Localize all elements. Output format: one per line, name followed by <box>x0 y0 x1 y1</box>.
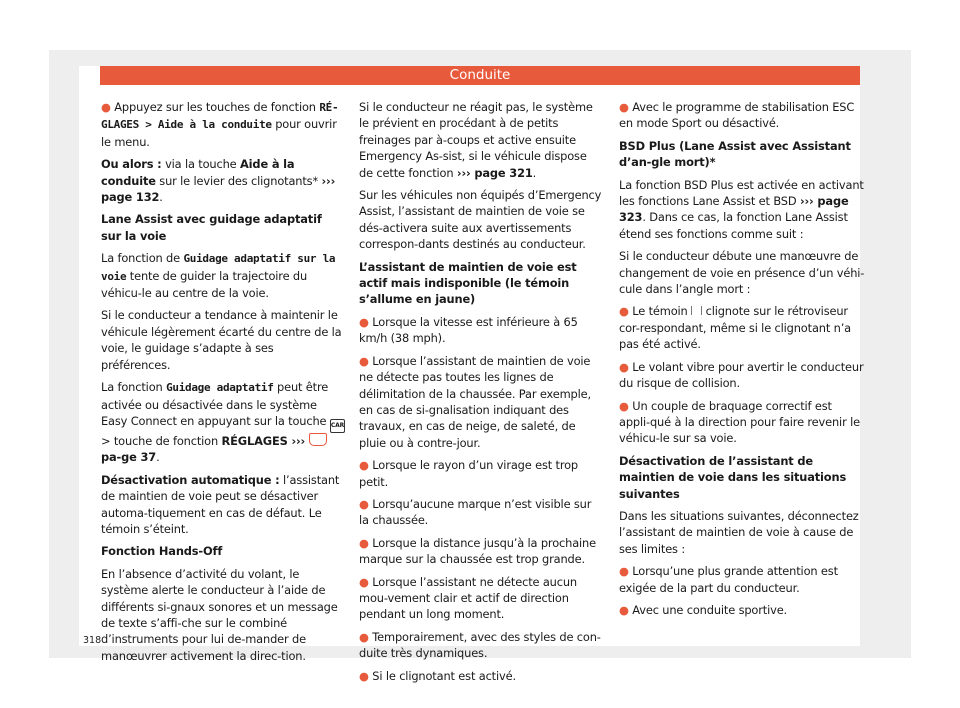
paragraph: Dans les situations suivantes, déconnectez l’assistant de maintien de voie à cause de ses limites : <box>619 508 859 556</box>
bullet-marker: ● <box>359 535 369 550</box>
bullet-marker: ● <box>619 100 629 114</box>
bullet-marker: ● <box>359 629 369 644</box>
page-number: 318 <box>83 635 102 646</box>
paragraph: Sur les véhicules non équipés d’Emergency Assist, l’assistant de maintien de voie se dés-activera suite aux avertissements correspon-dants destinés au conducteur. <box>359 188 602 252</box>
bullet-paragraph: ● Temporairement, avec des styles de con-duite très dynamiques. <box>359 629 601 661</box>
bullet-paragraph: ● Le volant vibre pour avertir le conducteur du risque de collision. <box>619 359 864 391</box>
bullet-marker: ● <box>619 602 629 617</box>
bullet-marker: ● <box>359 353 369 368</box>
paragraph: Si le conducteur ne réagit pas, le système le prévient en procédant à de petits freinages par à-coups et active ensuite Emergency As-sist, si le véhicule dispose de cette fonction ››› page 321. <box>359 100 593 180</box>
paragraph: En l’absence d’activité du volant, le système alerte le conducteur à l’aide de différents si-gnaux sonores et un message de texte s’affi-che sur le combiné d’instruments pour lui de-mander de manœuvrer activement la direc-tion. <box>101 566 338 663</box>
section-heading: Fonction Hands-Off <box>101 544 223 559</box>
page-reference-link[interactable]: pa-ge 37 <box>101 450 157 465</box>
car-menu-icon: CAR <box>330 419 345 433</box>
bullet-marker: ● <box>619 304 629 319</box>
bullet-paragraph: ● Lorsque le rayon d’un virage est trop petit. <box>359 458 579 489</box>
bullet-paragraph: ● Avec le programme de stabilisation ESC en mode Sport ou désactivé. <box>619 100 855 131</box>
manual-book-icon <box>309 433 327 446</box>
bullet-marker: ● <box>619 564 629 579</box>
page-reference-link[interactable]: ››› page 323 <box>619 194 849 225</box>
bullet-paragraph: ● Si le clignotant est activé. <box>359 668 516 683</box>
paragraph: La fonction BSD Plus est activée en activant les fonctions Lane Assist et BSD ››› page 323. Dans ce cas, la fonction Lane Assist étend ses fonctions comme suit : <box>619 177 864 241</box>
bullet-paragraph: ● Lorsque l’assistant ne détecte aucun mou-vement clair et actif de direction pendant un long moment. <box>359 574 577 622</box>
bullet-marker: ● <box>101 100 111 114</box>
section-header: Conduite <box>100 66 860 85</box>
bullet-paragraph: ● Un couple de braquage correctif est appli-qué à la direction pour faire revenir le véhicu-le sur sa voie. <box>619 398 860 446</box>
bullet-marker: ● <box>359 496 369 511</box>
section-heading: Désactivation de l’assistant de maintien de voie dans les situations suivantes <box>619 453 847 501</box>
paragraph: Ou alors : via la touche Aide à la conduite sur le levier des clignotants* ››› page 132. <box>101 157 336 205</box>
section-heading: BSD Plus (Lane Assist avec Assistant d’an-gle mort)* <box>619 138 851 170</box>
bullet-marker: ● <box>359 668 369 683</box>
bullet-paragraph: ● Avec une conduite sportive. <box>619 602 788 617</box>
bullet-paragraph: ● Lorsqu’une plus grande attention est exigée de la part du conducteur. <box>619 564 838 595</box>
page-reference-link[interactable]: ››› page 321 <box>456 165 533 180</box>
section-heading: Lane Assist avec guidage adaptatif sur la voie <box>101 212 322 243</box>
bullet-marker: ● <box>619 359 629 374</box>
column-3 <box>619 99 865 618</box>
bullet-paragraph: ● Lorsqu’aucune marque n’est visible sur la chaussée. <box>359 496 592 528</box>
bullet-paragraph: ● Lorsque la vitesse est inférieure à 65 km/h (38 mph). <box>359 314 578 346</box>
lane-assist-warning-icon <box>691 306 702 315</box>
bullet-marker: ● <box>359 574 369 589</box>
section-heading: L’assistant de maintien de voie est actif mais indisponible (le témoin s’allume en jaune) <box>359 259 577 307</box>
page-reference-link[interactable]: ››› page 132 <box>101 173 336 205</box>
paragraph: Si le conducteur a tendance à maintenir le véhicule légèrement écarté du centre de la voie, le guidage s’adapte à ses préférences. <box>101 308 342 372</box>
bullet-marker: ● <box>359 458 369 473</box>
bullet-paragraph: ● Appuyez sur les touches de fonction RÉ-GLAGES > Aide à la conduite pour ouvrir le menu. <box>101 100 339 149</box>
paragraph: Si le conducteur débute une manœuvre de changement de voie en présence d’un véhi-cule dans l’angle mort : <box>619 249 865 297</box>
paragraph: Désactivation automatique : l’assistant de maintien de voie peut se désactiver automa-tiquement en cas de défaut. Le témoin s’éteint. <box>101 472 340 536</box>
bullet-paragraph: ● Lorsque l’assistant de maintien de voie ne détecte pas toutes les lignes de délimitation de la chaussée. Par exemple, en cas de si-gnalisation indiquant des travaux, en cas de neige, de saleté, de pluie ou à contre-jour. <box>359 353 591 450</box>
bullet-paragraph: ● Le témoin clignote sur le rétroviseur cor-respondant, même si le clignotant n’a pas été activé. <box>619 304 852 352</box>
bullet-marker: ● <box>359 314 369 329</box>
column-2 <box>359 99 603 684</box>
column-1 <box>101 99 345 664</box>
bullet-paragraph: ● Lorsque la distance jusqu’à la prochaine marque sur la chaussée est trop grande. <box>359 535 596 567</box>
paragraph: La fonction Guidage adaptatif peut être activée ou désactivée dans le système Easy Connect en appuyant sur la touche CAR > touche de fonction RÉGLAGES ››› pa-ge 37. <box>101 380 345 465</box>
paragraph: La fonction de Guidage adaptatif sur la voie tente de guider la trajectoire du véhicu-le au centre de la voie. <box>101 251 336 301</box>
bullet-marker: ● <box>619 398 629 413</box>
